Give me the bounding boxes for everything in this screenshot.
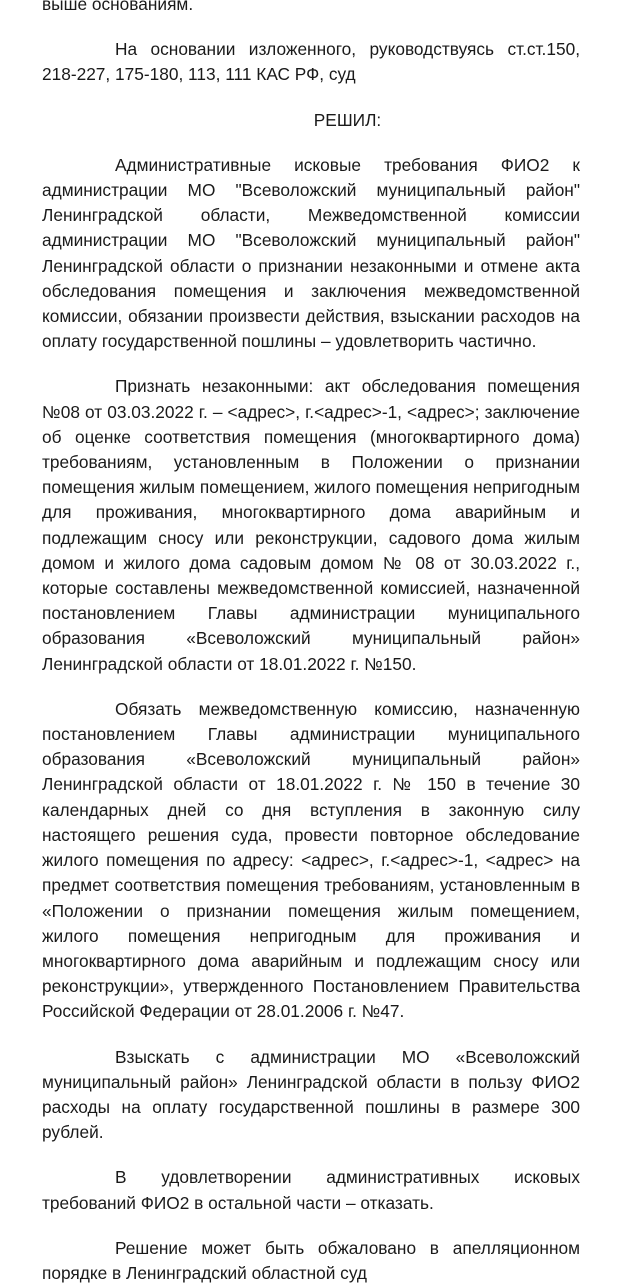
document-page <box>42 0 580 1286</box>
paragraph-appeal: Решение может быть обжаловано в апелляционном порядке в Ленинградский областной суд <box>42 1237 580 1283</box>
decision-heading: РЕШИЛ: <box>313 109 382 130</box>
continuation-text: выше основаниям. <box>42 0 194 14</box>
paragraph-recover-fee: Взыскать с администрации МО «Всеволожский муниципальный район» Ленинградской области в пользу ФИО2 расходы на оплату государственной пошлины в размере 300 рублей. <box>42 1046 580 1143</box>
intro-paragraph: На основании изложенного, руководствуясь ст.ст.150, 218-227, 175-180, 113, 111 КАС РФ, суд <box>42 39 580 85</box>
paragraph-refuse-remainder: В удовлетворении административных исковых требований ФИО2 в остальной части – отказать. <box>42 1167 580 1213</box>
paragraph-oblige-commission: Обязать межведомственную комиссию, назначенную постановлением Главы администрации муниципального образования «Всеволожский муниципальный район» Ленинградской области от 18.01.2022 г. № 150 в течение 30 календарных дней со дня вступления в законную силу настоящего решения суда, провести повторное обследование жилого помещения по адресу: <адрес>, г.<адрес>-1, <адрес> на предмет соответствия помещения требованиям, установленным в «Положении о признании помещения жилым помещением, жилого помещения непригодным для проживания и многоквартирного дома аварийным и подлежащим сносу или реконструкции», утвержденного Постановлением Правительства Российской Федерации от 28.01.2006 г. №47. <box>42 698 580 1022</box>
paragraph-declare-unlawful: Признать незаконными: акт обследования помещения №08 от 03.03.2022 г. – <адрес>, г.<адрес>-1, <адрес>; заключение об оценке соответствия помещения (многоквартирного дома) требованиям, установленным в Положении о признании помещения жилым помещением, жилого помещения непригодным для проживания, многоквартирного дома аварийным и подлежащим сносу или реконструкции, садового дома жилым домом и жилого дома садовым домом № 08 от 30.03.2022 г., которые составлены межведомственной комиссией, назначенной постановлением Главы администрации муниципального образования «Всеволожский муниципальный район» Ленинградской области от 18.01.2022 г. №150. <box>42 376 580 674</box>
paragraph-claims: Административные исковые требования ФИО2 к администрации МО "Всеволожский муниципальный район" Ленинградской области, Межведомственной комиссии администрации МО "Всеволожский муниципальный район" Ленинградской области о признании незаконными и отмене акта обследования помещения и заключения межведомственной комиссии, обязании произвести действия, взыскании расходов на оплату государственной пошлины – удовлетворить частично. <box>42 154 580 352</box>
